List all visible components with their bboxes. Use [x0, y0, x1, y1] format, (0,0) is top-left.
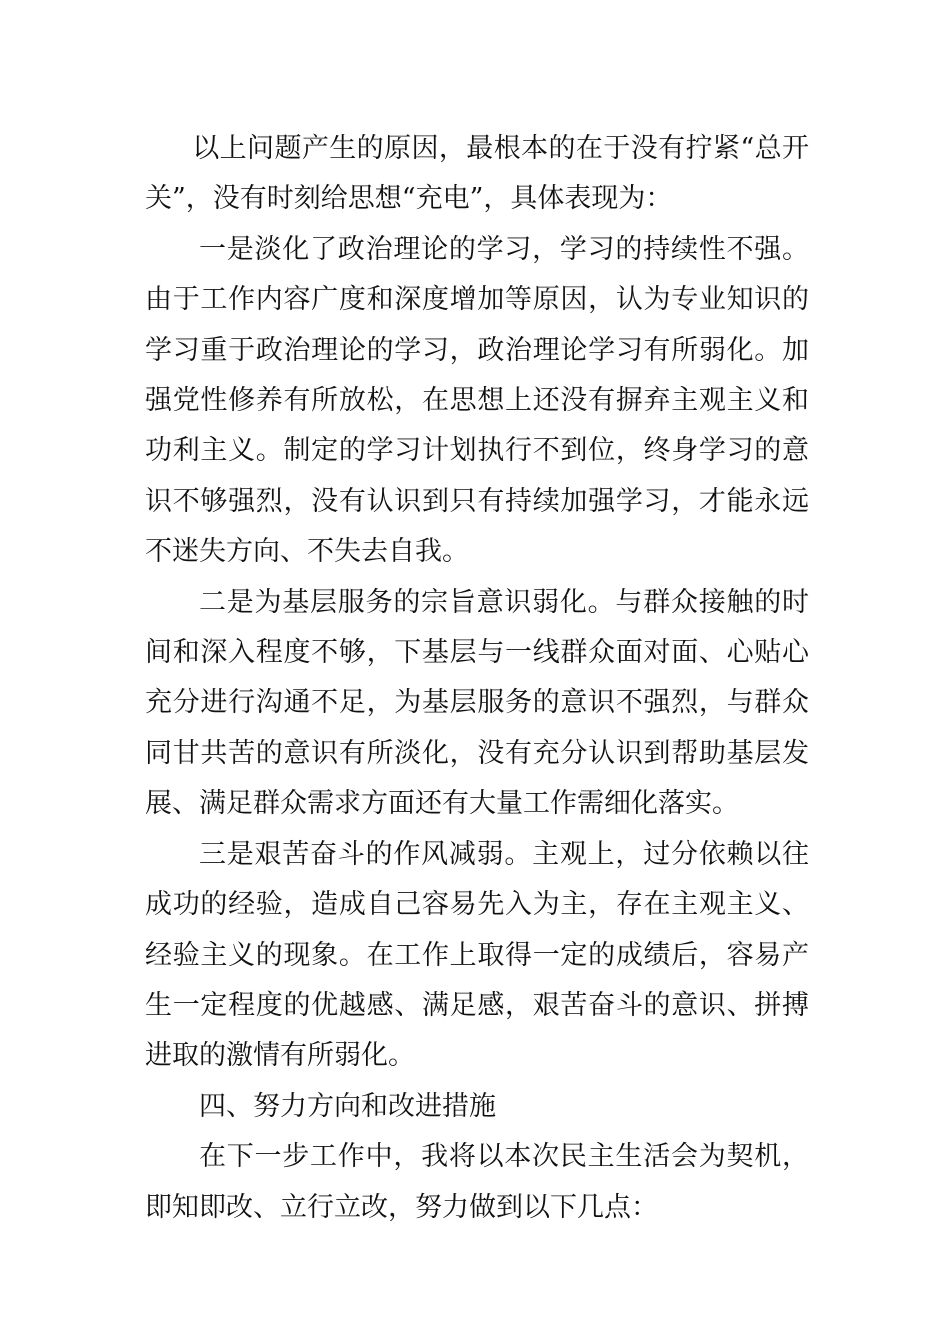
paragraph-cause-two: 二是为基层服务的宗旨意识弱化。与群众接触的时间和深入程度不够，下基层与一线群众面对面、心贴心充分进行沟通不足，为基层服务的意识不强烈，与群众同甘共苦的意识有所淡化，没有充分认识到帮助基层发展、满足群众需求方面还有大量工作需细化落实。 — [145, 586, 809, 820]
document-body — [145, 124, 809, 1233]
paragraph-cause-three: 三是艰苦奋斗的作风减弱。主观上，过分依赖以往成功的经验，造成自己容易先入为主，存在主观主义、经验主义的现象。在工作上取得一定的成绩后，容易产生一定程度的优越感、满足感，艰苦奋斗的意识、拼搏进取的激情有所弱化。 — [145, 838, 809, 1072]
paragraph-causes-intro: 以上问题产生的原因，最根本的在于没有拧紧“总开关”，没有时刻给思想“充电”，具体表现为： — [145, 133, 809, 215]
paragraph-cause-one: 一是淡化了政治理论的学习，学习的持续性不强。由于工作内容广度和深度增加等原因，认为专业知识的学习重于政治理论的学习，政治理论学习有所弱化。加强党性修养有所放松，在思想上还没有摒弃主观主义和功利主义。制定的学习计划执行不到位，终身学习的意识不够强烈，没有认识到只有持续加强学习，才能永远不迷失方向、不失去自我。 — [145, 233, 809, 568]
paragraph-next-steps-intro: 在下一步工作中，我将以本次民主生活会为契机，即知即改、立行立改，努力做到以下几点： — [145, 1141, 809, 1223]
section-heading-four: 四、努力方向和改进措施 — [199, 1090, 496, 1122]
